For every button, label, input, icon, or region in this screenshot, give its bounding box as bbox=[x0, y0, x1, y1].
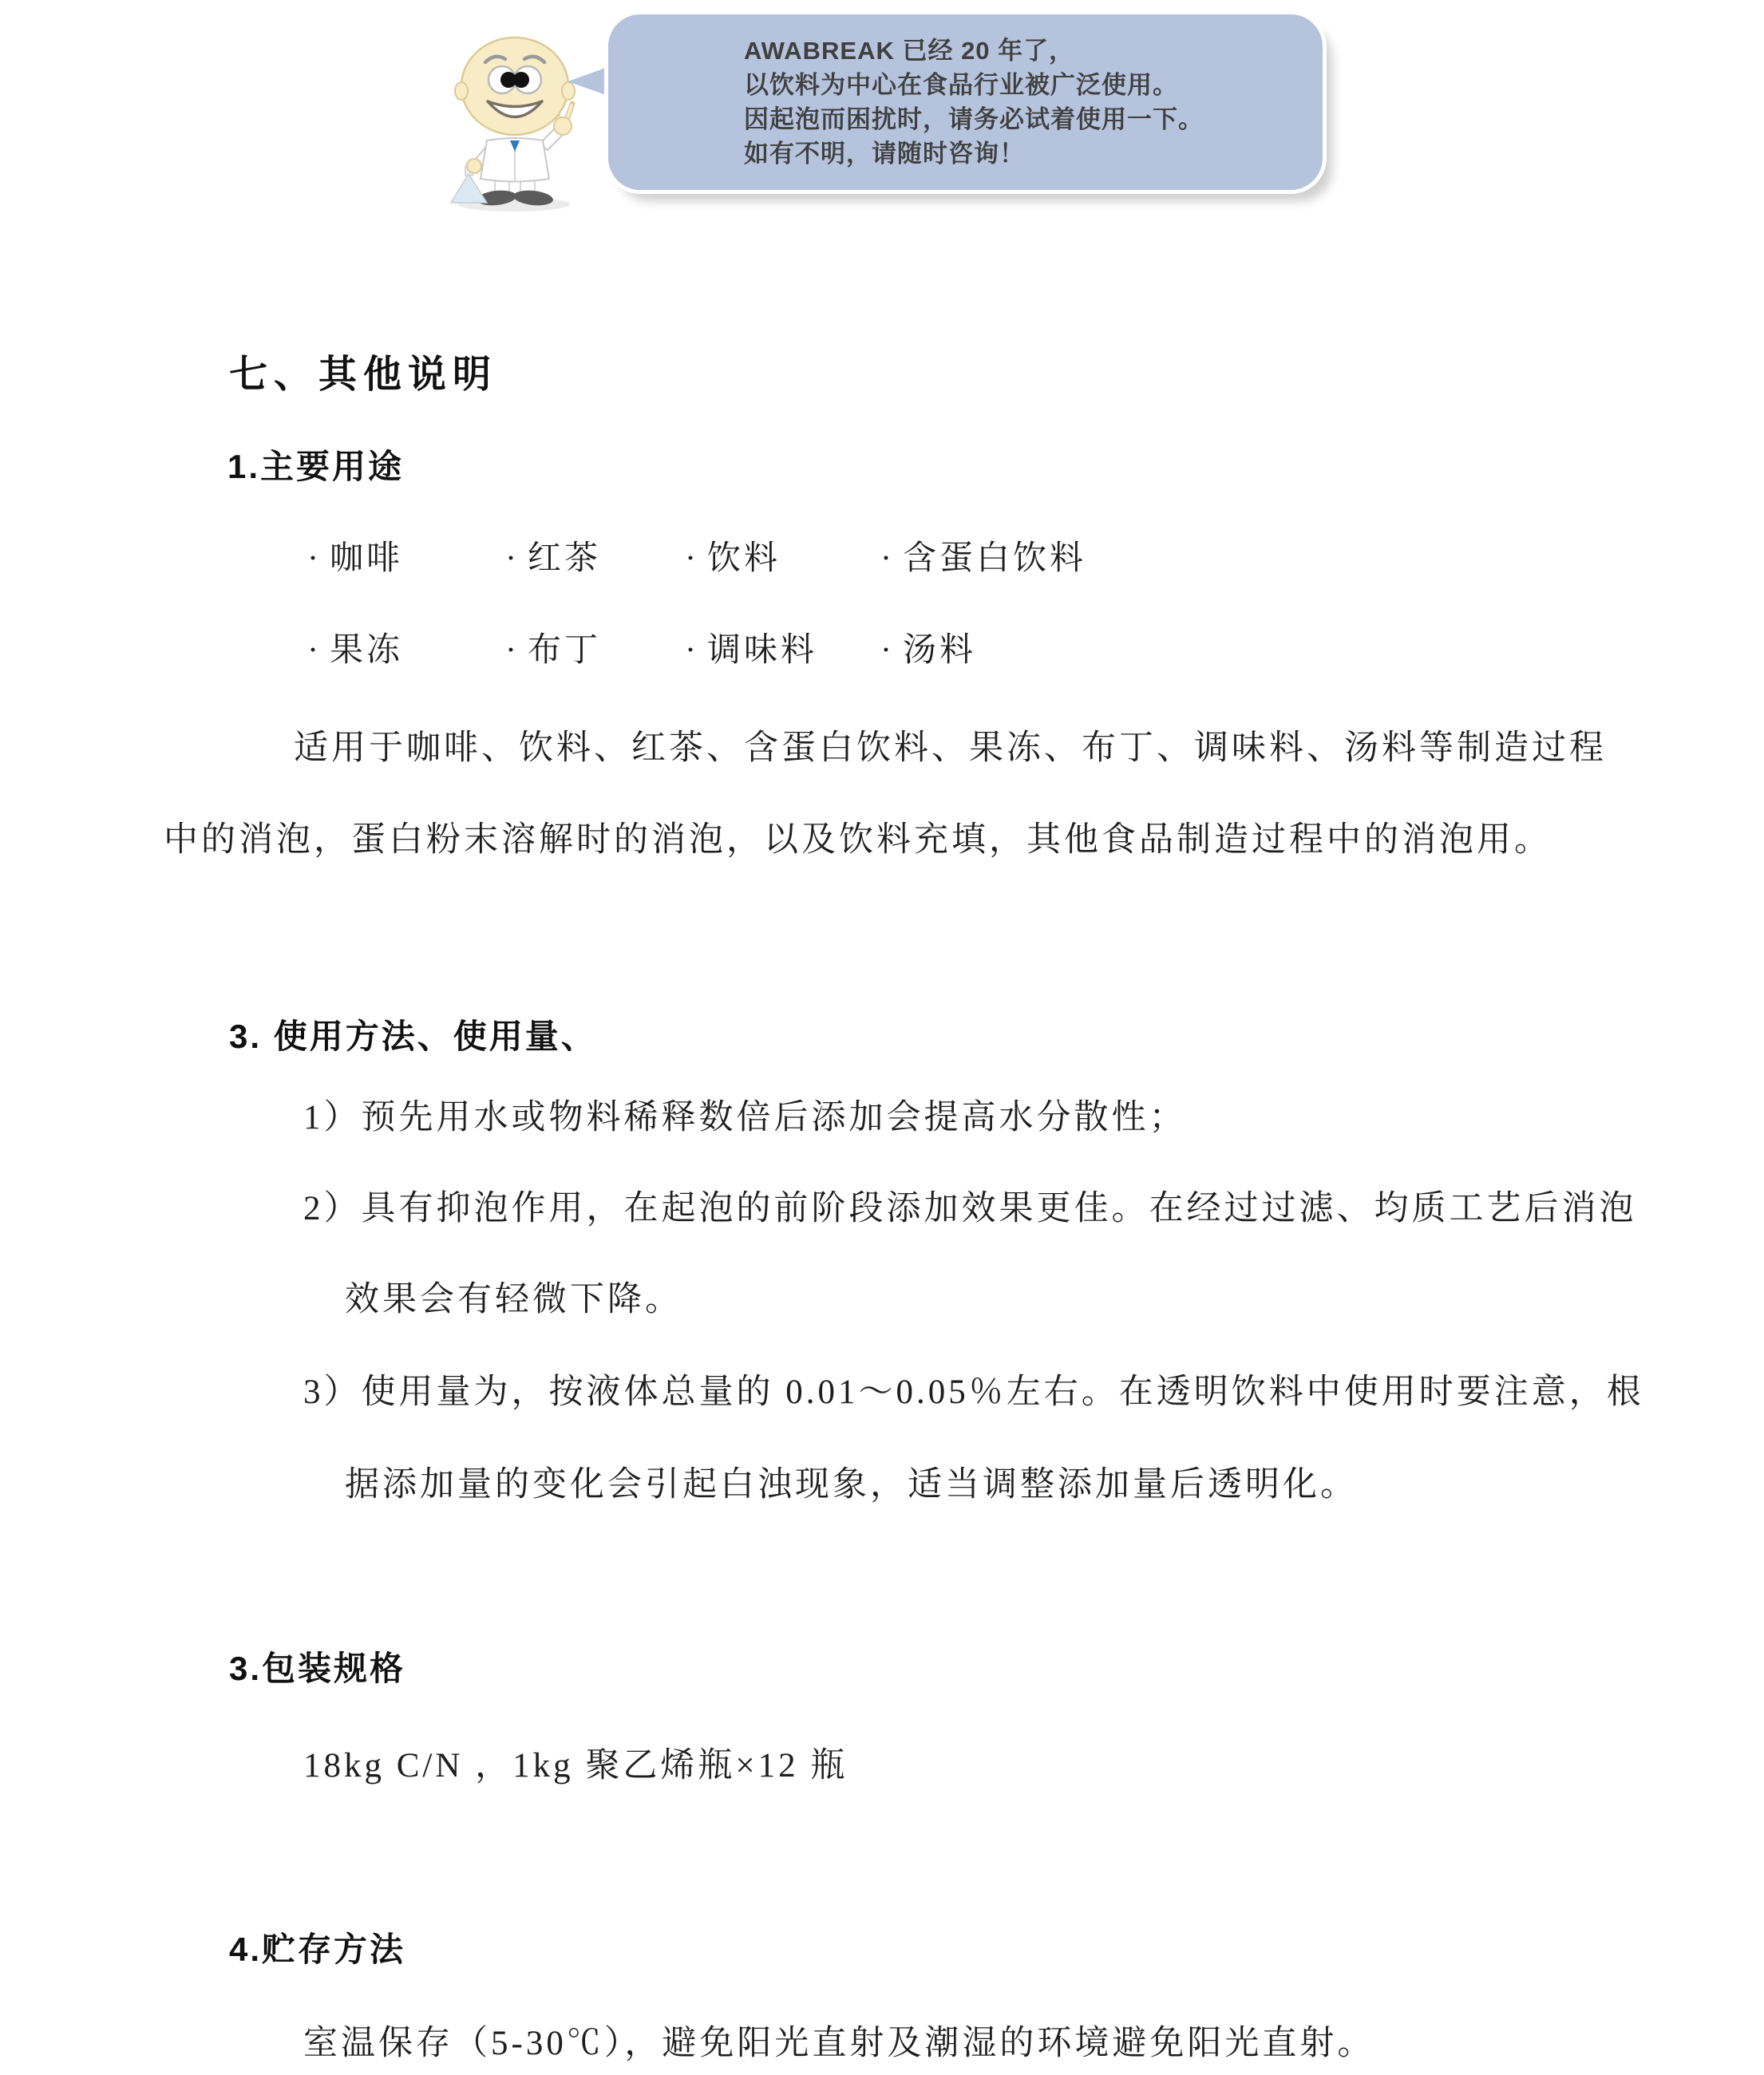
bullet-label: 红茶 bbox=[528, 540, 602, 577]
bullet-label: 布丁 bbox=[528, 632, 602, 669]
bullet-item bbox=[505, 532, 601, 579]
bullet-dot: · bbox=[307, 632, 322, 669]
bullet-item bbox=[505, 623, 601, 671]
speech-bubble-line: 因起泡而困扰时，请务必试着使用一下。 bbox=[744, 105, 1204, 133]
bullet-item bbox=[880, 532, 1086, 579]
packaging-content: 18kg C/N ，1kg 聚乙烯瓶×12 瓶 bbox=[303, 1747, 848, 1785]
bullet-item bbox=[880, 623, 976, 671]
uses-paragraph-line: 中的消泡，蛋白粉末溶解时的消泡，以及饮料充填，其他食品制造过程中的消泡用。 bbox=[164, 821, 1552, 859]
bullet-label: 调味料 bbox=[707, 632, 818, 669]
usage-item-line: 1）预先用水或物料稀释数倍后添加会提高水分散性； bbox=[303, 1099, 1187, 1136]
uses-paragraph-line: 适用于咖啡、饮料、红茶、含蛋白饮料、果冻、布丁、调味料、汤料等制造过程 bbox=[294, 729, 1607, 767]
bullet-label: 饮料 bbox=[707, 540, 781, 577]
uses-heading: 1.主要用途 bbox=[227, 448, 405, 485]
mascot-hand-left bbox=[467, 159, 481, 173]
bullet-item bbox=[685, 623, 817, 671]
bullet-item bbox=[685, 532, 781, 579]
scientist-mascot-drawing bbox=[431, 22, 603, 214]
bullet-dot: · bbox=[880, 632, 895, 669]
usage-item-line: 据添加量的变化会引起白浊现象，适当调整添加量后透明化。 bbox=[345, 1466, 1358, 1504]
bullet-label: 果冻 bbox=[330, 632, 404, 669]
bullet-dot: · bbox=[685, 632, 699, 669]
bullet-dot: · bbox=[505, 632, 520, 669]
storage-heading: 4.贮存方法 bbox=[229, 1931, 406, 1968]
usage-item-line: 效果会有轻微下降。 bbox=[345, 1281, 682, 1318]
bullet-dot: · bbox=[307, 540, 322, 577]
speech-bubble bbox=[608, 14, 1323, 190]
mascot-ear bbox=[455, 82, 468, 100]
bullet-item bbox=[307, 532, 403, 579]
usage-item-line: 3）使用量为，按液体总量的 0.01～0.05％左右。在透明饮料中使用时要注意，根 bbox=[303, 1373, 1644, 1411]
packaging-heading: 3.包装规格 bbox=[229, 1650, 406, 1687]
usage-heading: 3. 使用方法、使用量、 bbox=[229, 1018, 597, 1055]
usage-item-line: 2）具有抑泡作用，在起泡的前阶段添加效果更佳。在经过过滤、均质工艺后消泡 bbox=[303, 1190, 1637, 1227]
speech-bubble-line: AWABREAK 已经 20 年了， bbox=[744, 37, 1075, 65]
bullet-item bbox=[307, 623, 403, 671]
speech-bubble-line: 以饮料为中心在食品行业被广泛使用。 bbox=[744, 71, 1178, 99]
bullet-label: 咖啡 bbox=[330, 540, 404, 577]
section-title: 七、其他说明 bbox=[229, 354, 498, 396]
speech-bubble-line: 如有不明，请随时咨询！ bbox=[744, 140, 1025, 168]
bullet-dot: · bbox=[685, 540, 699, 577]
storage-content: 室温保存（5-30℃），避免阳光直射及潮湿的环境避免阳光直射。 bbox=[303, 2025, 1375, 2062]
bullet-dot: · bbox=[880, 540, 895, 577]
scientist-mascot bbox=[431, 22, 603, 214]
bullet-label: 汤料 bbox=[903, 632, 977, 669]
bullet-dot: · bbox=[505, 540, 520, 577]
bullet-label: 含蛋白饮料 bbox=[903, 540, 1087, 577]
